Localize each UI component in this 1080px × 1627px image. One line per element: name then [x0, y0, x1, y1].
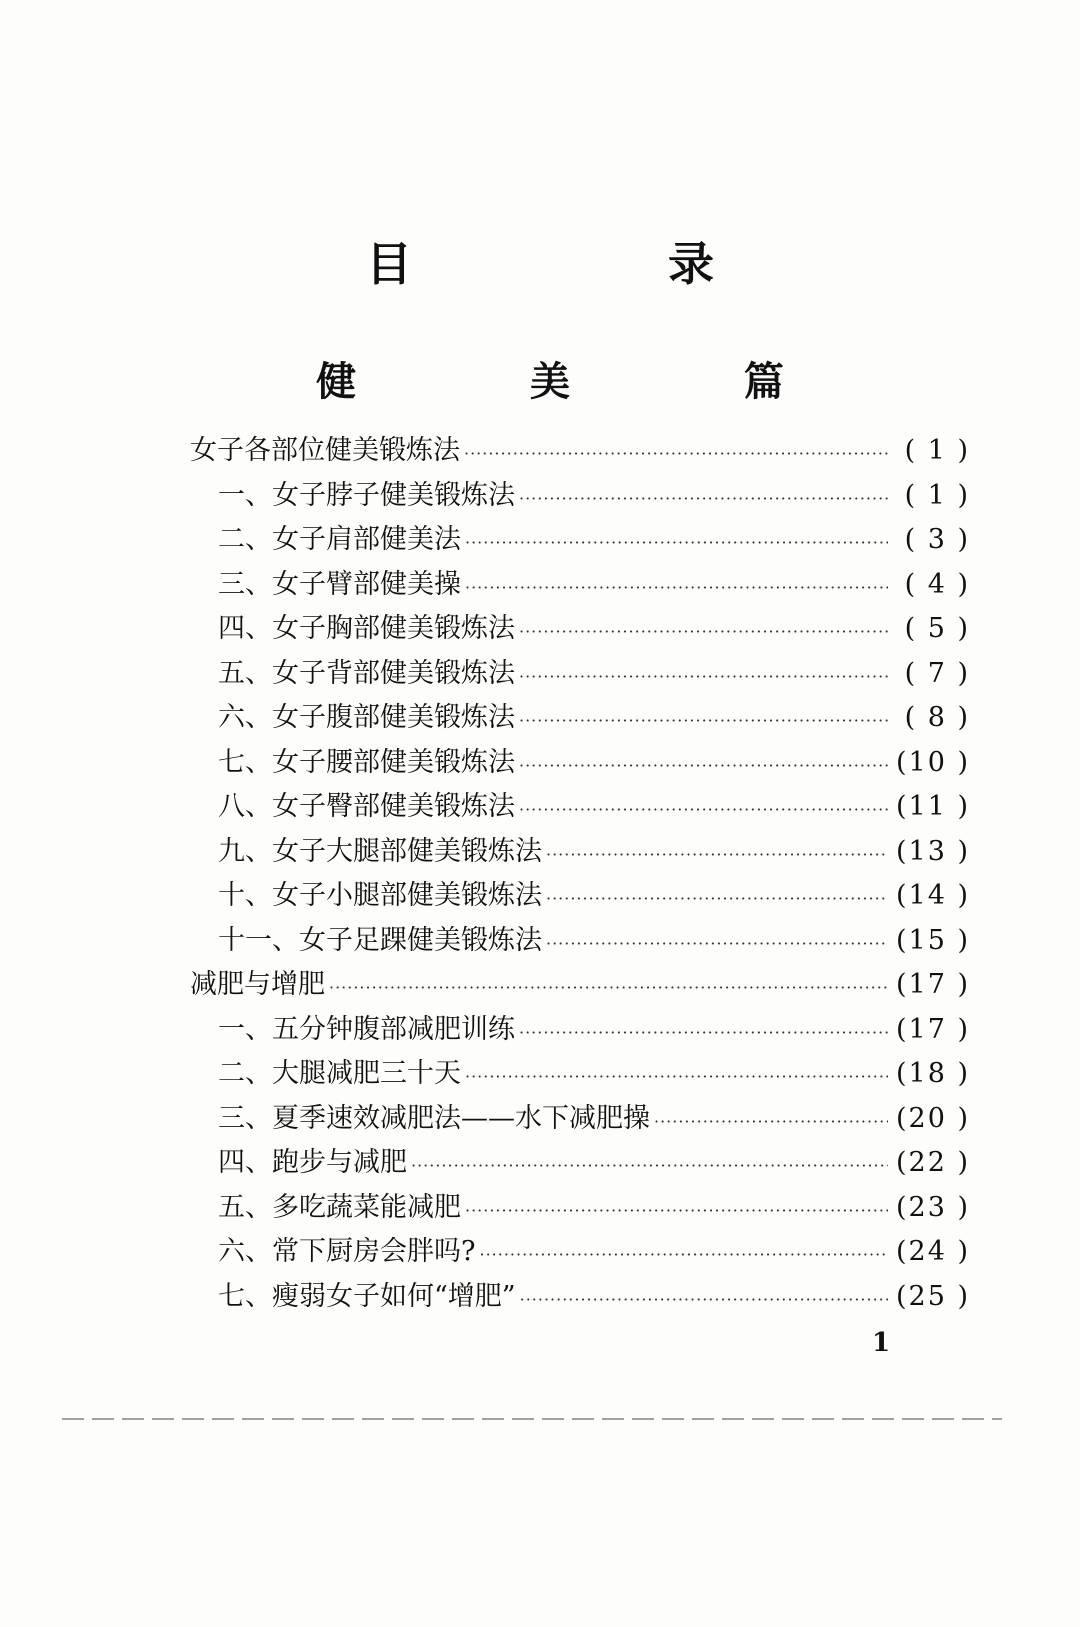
- page-title: 目 录: [365, 237, 834, 291]
- toc-entry-page: (25 ): [895, 1280, 970, 1312]
- section-title: 健 美 篇: [316, 358, 864, 405]
- toc-entry-label: 十一、女子足踝健美锻炼法: [218, 924, 542, 956]
- dot-leader: [520, 1290, 888, 1309]
- toc-entry-label: 六、女子腹部健美锻炼法: [218, 702, 515, 733]
- toc-entry: [190, 1229, 970, 1274]
- dot-leader: [465, 1067, 888, 1086]
- toc-entry-page: (17 ): [895, 1013, 970, 1045]
- toc-entry-page: (15 ): [895, 924, 970, 956]
- dot-leader: [465, 1201, 888, 1220]
- toc-entry-label: 二、女子肩部健美法: [218, 524, 461, 555]
- toc-entry: [190, 473, 970, 518]
- toc-entry-label: 十、女子小腿部健美锻炼法: [218, 880, 542, 911]
- toc-entry-label: 三、夏季速效减肥法——水下减肥操: [218, 1102, 650, 1134]
- toc-entry-label: 七、女子腰部健美锻炼法: [218, 746, 515, 778]
- toc-entry-label: 五、多吃蔬菜能减肥: [218, 1191, 461, 1223]
- toc-entry: [190, 1185, 970, 1230]
- toc-entry-label: 六、常下厨房会胖吗?: [218, 1236, 476, 1267]
- toc-entry-page: (14 ): [895, 880, 970, 911]
- dot-leader: [519, 667, 888, 686]
- dot-leader: [465, 533, 888, 552]
- toc-entry: [190, 1274, 970, 1319]
- toc-entry: [190, 1007, 970, 1052]
- toc-entry: [190, 606, 970, 651]
- dot-leader: [546, 845, 888, 864]
- dot-leader: [519, 756, 888, 775]
- toc-entry-page: (17 ): [895, 969, 970, 1000]
- toc-entry-page: ( 7 ): [904, 657, 970, 689]
- dot-leader: [654, 1112, 888, 1131]
- toc-entry: [190, 695, 970, 740]
- toc-entry: [190, 740, 970, 785]
- dot-leader: [519, 622, 888, 641]
- toc-entry-page: (10 ): [895, 746, 970, 778]
- toc-entry-page: (18 ): [895, 1058, 970, 1089]
- toc-entry: [190, 873, 970, 918]
- toc-entry-label: 三、女子臂部健美操: [218, 568, 461, 600]
- toc-entry-page: (13 ): [895, 835, 970, 867]
- toc-entry: [190, 1096, 970, 1141]
- toc-entry: [190, 562, 970, 607]
- toc-entry-page: ( 5 ): [904, 613, 970, 644]
- toc-entry-label: 二、大腿减肥三十天: [218, 1058, 461, 1089]
- dot-leader: [546, 934, 888, 953]
- toc-entry-label: 八、女子臀部健美锻炼法: [218, 791, 515, 822]
- dot-leader: [546, 889, 888, 908]
- toc-entry-label: 减肥与增肥: [190, 969, 325, 1000]
- dot-leader: [465, 578, 888, 597]
- page-number: 1: [872, 1328, 891, 1358]
- toc-entry-label: 九、女子大腿部健美锻炼法: [218, 835, 542, 867]
- toc-entry: [190, 784, 970, 829]
- toc-entry: [190, 1140, 970, 1185]
- toc-entry-label: 一、五分钟腹部减肥训练: [218, 1013, 515, 1045]
- toc-entry-label: 五、女子背部健美锻炼法: [218, 657, 515, 689]
- dot-leader: [519, 489, 888, 508]
- toc-entry: [190, 517, 970, 562]
- toc-entry: [190, 651, 970, 696]
- toc-entry-page: ( 3 ): [904, 524, 970, 555]
- toc-entry-label: 七、瘦弱女子如何“增肥”: [218, 1280, 516, 1312]
- dot-leader: [519, 1023, 888, 1042]
- dot-leader: [519, 800, 888, 819]
- toc-entry-page: (23 ): [895, 1191, 970, 1223]
- toc-entry-page: ( 1 ): [904, 479, 970, 511]
- dot-leader: [411, 1156, 888, 1175]
- dot-leader: [464, 444, 888, 463]
- toc-chapter: [190, 428, 970, 473]
- toc-entry: [190, 829, 970, 874]
- toc-entry-page: (20 ): [895, 1102, 970, 1134]
- toc-chapter: [190, 962, 970, 1007]
- dot-leader: [329, 978, 888, 997]
- toc-entry: [190, 1051, 970, 1096]
- toc-entry-page: (22 ): [895, 1147, 970, 1178]
- toc-entry-label: 四、跑步与减肥: [218, 1147, 407, 1178]
- toc-entry-page: (11 ): [895, 791, 970, 822]
- table-of-contents: [190, 428, 970, 1318]
- toc-entry-label: 四、女子胸部健美锻炼法: [218, 613, 515, 644]
- dot-leader: [519, 711, 888, 730]
- toc-entry-page: ( 8 ): [904, 702, 970, 733]
- toc-entry-label: 一、女子脖子健美锻炼法: [218, 479, 515, 511]
- bottom-rule: [62, 1418, 1002, 1420]
- dot-leader: [479, 1245, 888, 1264]
- toc-entry-label: 女子各部位健美锻炼法: [190, 435, 460, 466]
- toc-entry: [190, 918, 970, 963]
- toc-entry-page: ( 4 ): [904, 568, 970, 600]
- toc-entry-page: (24 ): [895, 1236, 970, 1267]
- toc-entry-page: ( 1 ): [904, 435, 970, 466]
